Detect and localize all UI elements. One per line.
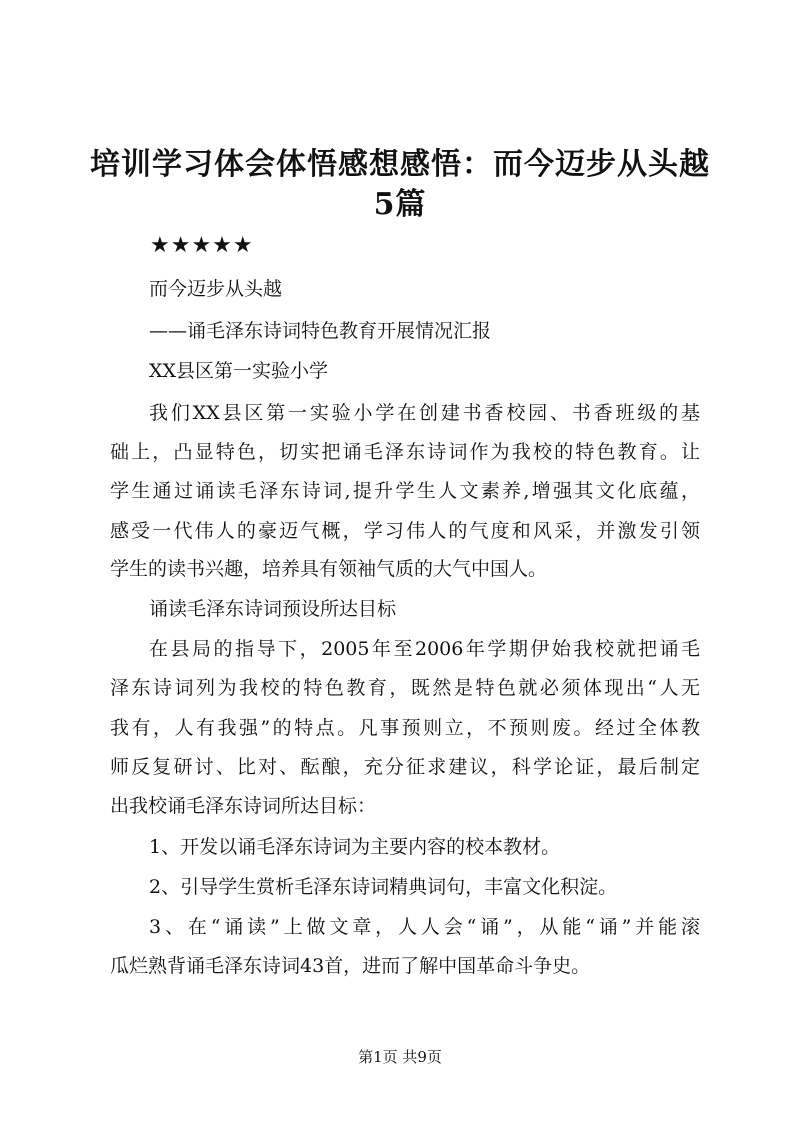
paragraph-line: 础上，凸显特色，切实把诵毛泽东诗词作为我校的特色教育。让 bbox=[110, 441, 700, 463]
subtitle: 而今迈步从头越 bbox=[149, 278, 283, 300]
goal-item: 2、引导学生赏析毛泽东诗词精典词句，丰富文化积淀。 bbox=[149, 876, 618, 898]
goal-item: 3、在“诵读”上做文章，人人会“诵”，从能“诵”并能滚 bbox=[149, 916, 700, 938]
star-rating: ★★★★★ bbox=[150, 233, 254, 258]
goal-item: 1、开发以诵毛泽东诗词为主要内容的校本教材。 bbox=[149, 836, 561, 858]
paragraph-line: 学生的读书兴趣，培养具有领袖气质的大气中国人。 bbox=[110, 558, 548, 580]
paragraph-line: 出我校诵毛泽东诗词所达目标： bbox=[110, 795, 377, 817]
paragraph-line: 泽东诗词列为我校的特色教育，既然是特色就必须体现出“人无 bbox=[110, 677, 700, 699]
paragraph-line: 我们XX县区第一实验小学在创建书香校园、书香班级的基 bbox=[149, 402, 700, 424]
section-heading: 诵读毛泽东诗词预设所达目标 bbox=[149, 598, 397, 620]
document-title-line-1: 培训学习体会体悟感想感悟：而今迈步从头越 bbox=[90, 147, 710, 182]
paragraph-line: 学生通过诵读毛泽东诗词,提升学生人文素养,增强其文化底蕴， bbox=[110, 480, 700, 502]
paragraph-line: 师反复研讨、比对、酝酿，充分征求建议，科学论证，最后制定 bbox=[110, 756, 700, 778]
paragraph-line: 感受一代伟人的豪迈气概，学习伟人的气度和风采，并激发引领 bbox=[110, 520, 700, 542]
page-number: 第1页 共9页 bbox=[358, 1048, 442, 1066]
paragraph-line: 瓜烂熟背诵毛泽东诗词43首，进而了解中国革命斗争史。 bbox=[110, 955, 591, 977]
author-school: XX县区第一实验小学 bbox=[149, 360, 329, 382]
report-subtitle: ——诵毛泽东诗词特色教育开展情况汇报 bbox=[149, 320, 492, 342]
document-title-line-2: 5篇 bbox=[373, 187, 427, 222]
paragraph-line: 我有，人有我强”的特点。凡事预则立，不预则废。经过全体教 bbox=[110, 717, 700, 739]
paragraph-line: 在县局的指导下，2005年至2006年学期伊始我校就把诵毛 bbox=[149, 638, 700, 660]
